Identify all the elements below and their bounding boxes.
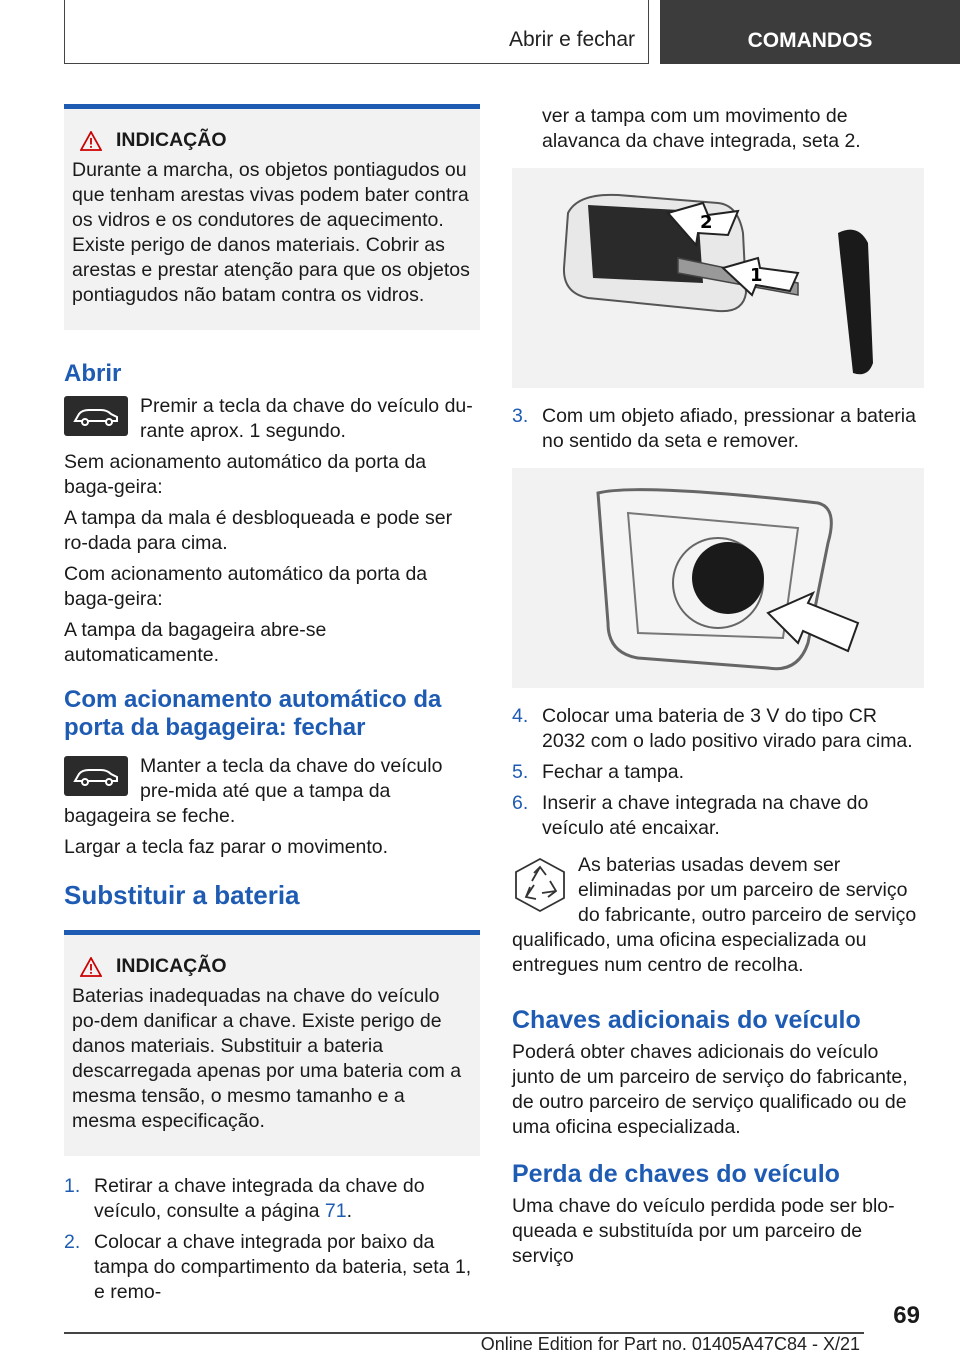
warning-title: INDICAÇÃO — [116, 129, 227, 151]
car-key-button-icon — [64, 396, 128, 436]
open-instruction: Premir a tecla da chave do veículo du-rante aprox. 1 segundo. — [140, 395, 473, 442]
warning-triangle-icon — [80, 131, 102, 151]
paragraph: Sem acionamento automático da porta da baga-geira: — [64, 451, 427, 498]
heading-replace-battery: Substituir a bateria — [64, 880, 300, 910]
warning-title: INDICAÇÃO — [116, 955, 227, 977]
paragraph: Com acionamento automático da porta da baga-geira: — [64, 563, 428, 610]
warning-text: Baterias inadequadas na chave do veículo po-dem danificar a chave. Existe perigo de danos materiais. Substituir a bateria descarregada apenas por uma bateria com a mesma tensão, o mesmo tamanho e a mesma especificação. — [72, 985, 462, 1132]
recycling-note: As baterias usadas devem ser eliminadas por um parceiro de serviço do fabricante, outro parceiro de serviço qualificado, uma oficina especializada ou entregues num centro de recolha. — [512, 854, 917, 976]
svg-text:2: 2 — [700, 212, 713, 233]
page-number: 69 — [893, 1302, 920, 1329]
step-item: 4. Colocar uma bateria de 3 V do tipo CR 2032 com o lado positivo virado para cima. — [512, 705, 913, 752]
heading-extra-keys: Chaves adicionais do veículo — [512, 1006, 861, 1034]
key-cover-removal-illustration — [512, 168, 924, 388]
battery-removal-illustration — [512, 468, 924, 688]
warning-box — [64, 104, 480, 330]
section-title: Abrir e fechar — [508, 28, 635, 51]
heading-open: Abrir — [64, 360, 122, 387]
step-item: 1. Retirar a chave integrada da chave do veículo, consulte a página 71. — [64, 1175, 425, 1222]
warning-text: Durante a marcha, os objetos pontiagudos ou que tenham arestas vivas podem bater contra os vidros e os condutores de aquecimento. Existe perigo de danos materiais. Cobrir as arestas e prestar atenção para que os objetos pontiagudos não batam contra os vidros. — [72, 159, 470, 306]
step-item: 2. Colocar a chave integrada por baixo da tampa do compartimento da bateria, seta 1, e remo- — [64, 1231, 472, 1303]
paragraph: A tampa da bagageira abre-se automaticamente. — [64, 619, 327, 666]
page-link[interactable]: 71 — [324, 1200, 347, 1222]
paragraph: A tampa da mala é desbloqueada e pode ser ro-dada para cima. — [64, 507, 453, 554]
paragraph: Largar a tecla faz parar o movimento. — [64, 836, 389, 858]
heading-lost-keys: Perda de chaves do veículo — [512, 1160, 840, 1188]
page-header — [0, 0, 960, 66]
close-instruction: Manter a tecla da chave do veículo pre-mida até que a tampa da bagageira se feche. — [64, 755, 443, 827]
warning-box — [64, 930, 480, 1156]
heading-close: Com acionamento automático da porta da bagageira: fechar — [64, 686, 442, 741]
step-item: 3. Com um objeto afiado, pressionar a bateria no sentido da seta e remover. — [512, 405, 916, 452]
recycle-icon — [512, 857, 568, 913]
svg-text:1: 1 — [750, 265, 763, 286]
paragraph: Poderá obter chaves adicionais do veículo junto de um parceiro de serviço do fabricante, de outro parceiro de serviço qualificado ou de uma oficina especializada. — [512, 1041, 908, 1138]
left-column — [64, 104, 480, 1311]
chapter-tab: COMANDOS — [660, 0, 960, 64]
paragraph: Uma chave do veículo perdida pode ser blo-queada e substituída por um parceiro de serviço — [512, 1195, 895, 1267]
right-column — [512, 104, 924, 1275]
step-item: 5. Fechar a tampa. — [512, 761, 684, 783]
step-item: 6. Inserir a chave integrada na chave do veículo até encaixar. — [512, 792, 869, 839]
edition-note: Online Edition for Part no. 01405A47C84 - X/21 — [480, 1334, 860, 1354]
car-key-button-icon — [64, 756, 128, 796]
paragraph: ver a tampa com um movimento de alavanca da chave integrada, seta 2. — [542, 105, 861, 152]
warning-triangle-icon — [80, 957, 102, 977]
